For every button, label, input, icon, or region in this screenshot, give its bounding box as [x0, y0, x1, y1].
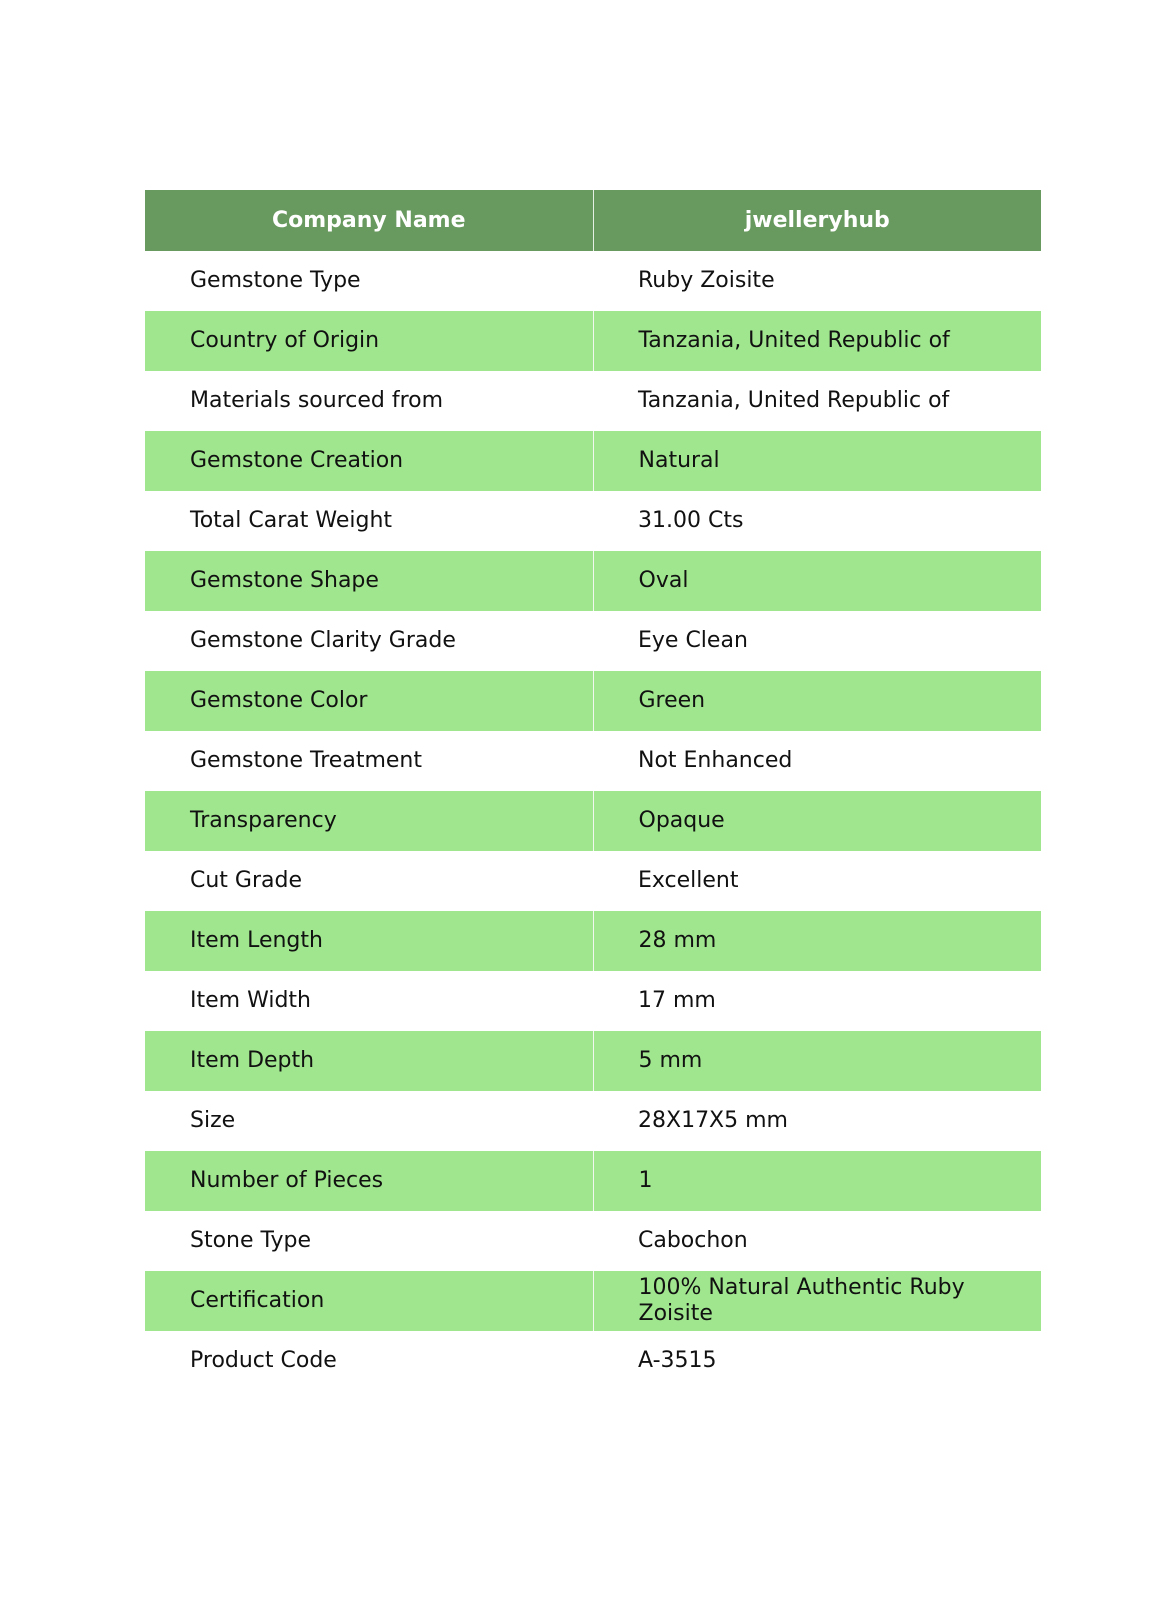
table-header — [145, 190, 1041, 251]
table-row — [145, 1211, 1041, 1271]
row-label: Gemstone Treatment — [145, 731, 593, 791]
header-value-cell: jwelleryhub — [593, 190, 1041, 251]
row-label: Item Width — [145, 971, 593, 1031]
row-label: Size — [145, 1091, 593, 1151]
row-label: Cut Grade — [145, 851, 593, 911]
table-row — [145, 1151, 1041, 1211]
table-row — [145, 911, 1041, 971]
header-row — [145, 190, 1041, 251]
table-row — [145, 311, 1041, 371]
row-value: Cabochon — [593, 1211, 1041, 1271]
header-key-cell: Company Name — [145, 190, 593, 251]
row-label: Total Carat Weight — [145, 491, 593, 551]
row-label: Certification — [145, 1271, 593, 1331]
row-value: Opaque — [593, 791, 1041, 851]
table-row — [145, 1331, 1041, 1391]
table-row — [145, 851, 1041, 911]
row-label: Number of Pieces — [145, 1151, 593, 1211]
row-value: Not Enhanced — [593, 731, 1041, 791]
row-value: Eye Clean — [593, 611, 1041, 671]
row-label: Materials sourced from — [145, 371, 593, 431]
row-value: Oval — [593, 551, 1041, 611]
table-row — [145, 791, 1041, 851]
table-row — [145, 251, 1041, 311]
table-row — [145, 731, 1041, 791]
row-value: Tanzania, United Republic of — [593, 371, 1041, 431]
row-label: Item Depth — [145, 1031, 593, 1091]
row-label: Country of Origin — [145, 311, 593, 371]
row-label: Stone Type — [145, 1211, 593, 1271]
row-label: Gemstone Clarity Grade — [145, 611, 593, 671]
table-row — [145, 371, 1041, 431]
row-value: 31.00 Cts — [593, 491, 1041, 551]
row-value: Excellent — [593, 851, 1041, 911]
row-value: A-3515 — [593, 1331, 1041, 1391]
row-label: Product Code — [145, 1331, 593, 1391]
row-label: Gemstone Type — [145, 251, 593, 311]
row-value: 28 mm — [593, 911, 1041, 971]
row-value: Green — [593, 671, 1041, 731]
table-row — [145, 611, 1041, 671]
table-row — [145, 671, 1041, 731]
row-value: 1 — [593, 1151, 1041, 1211]
table-body — [145, 251, 1041, 1391]
table-row — [145, 491, 1041, 551]
row-value: 17 mm — [593, 971, 1041, 1031]
table-row — [145, 1091, 1041, 1151]
table-row — [145, 431, 1041, 491]
row-label: Gemstone Shape — [145, 551, 593, 611]
table-row — [145, 1271, 1041, 1331]
row-value: 5 mm — [593, 1031, 1041, 1091]
row-value: 28X17X5 mm — [593, 1091, 1041, 1151]
table-row — [145, 551, 1041, 611]
table-row — [145, 1031, 1041, 1091]
row-value: 100% Natural Authentic Ruby Zoisite — [593, 1271, 1041, 1331]
row-label: Transparency — [145, 791, 593, 851]
row-label: Gemstone Color — [145, 671, 593, 731]
row-value: Tanzania, United Republic of — [593, 311, 1041, 371]
row-label: Gemstone Creation — [145, 431, 593, 491]
table-row — [145, 971, 1041, 1031]
row-value: Ruby Zoisite — [593, 251, 1041, 311]
product-spec-table — [145, 190, 1041, 1391]
row-value: Natural — [593, 431, 1041, 491]
row-label: Item Length — [145, 911, 593, 971]
